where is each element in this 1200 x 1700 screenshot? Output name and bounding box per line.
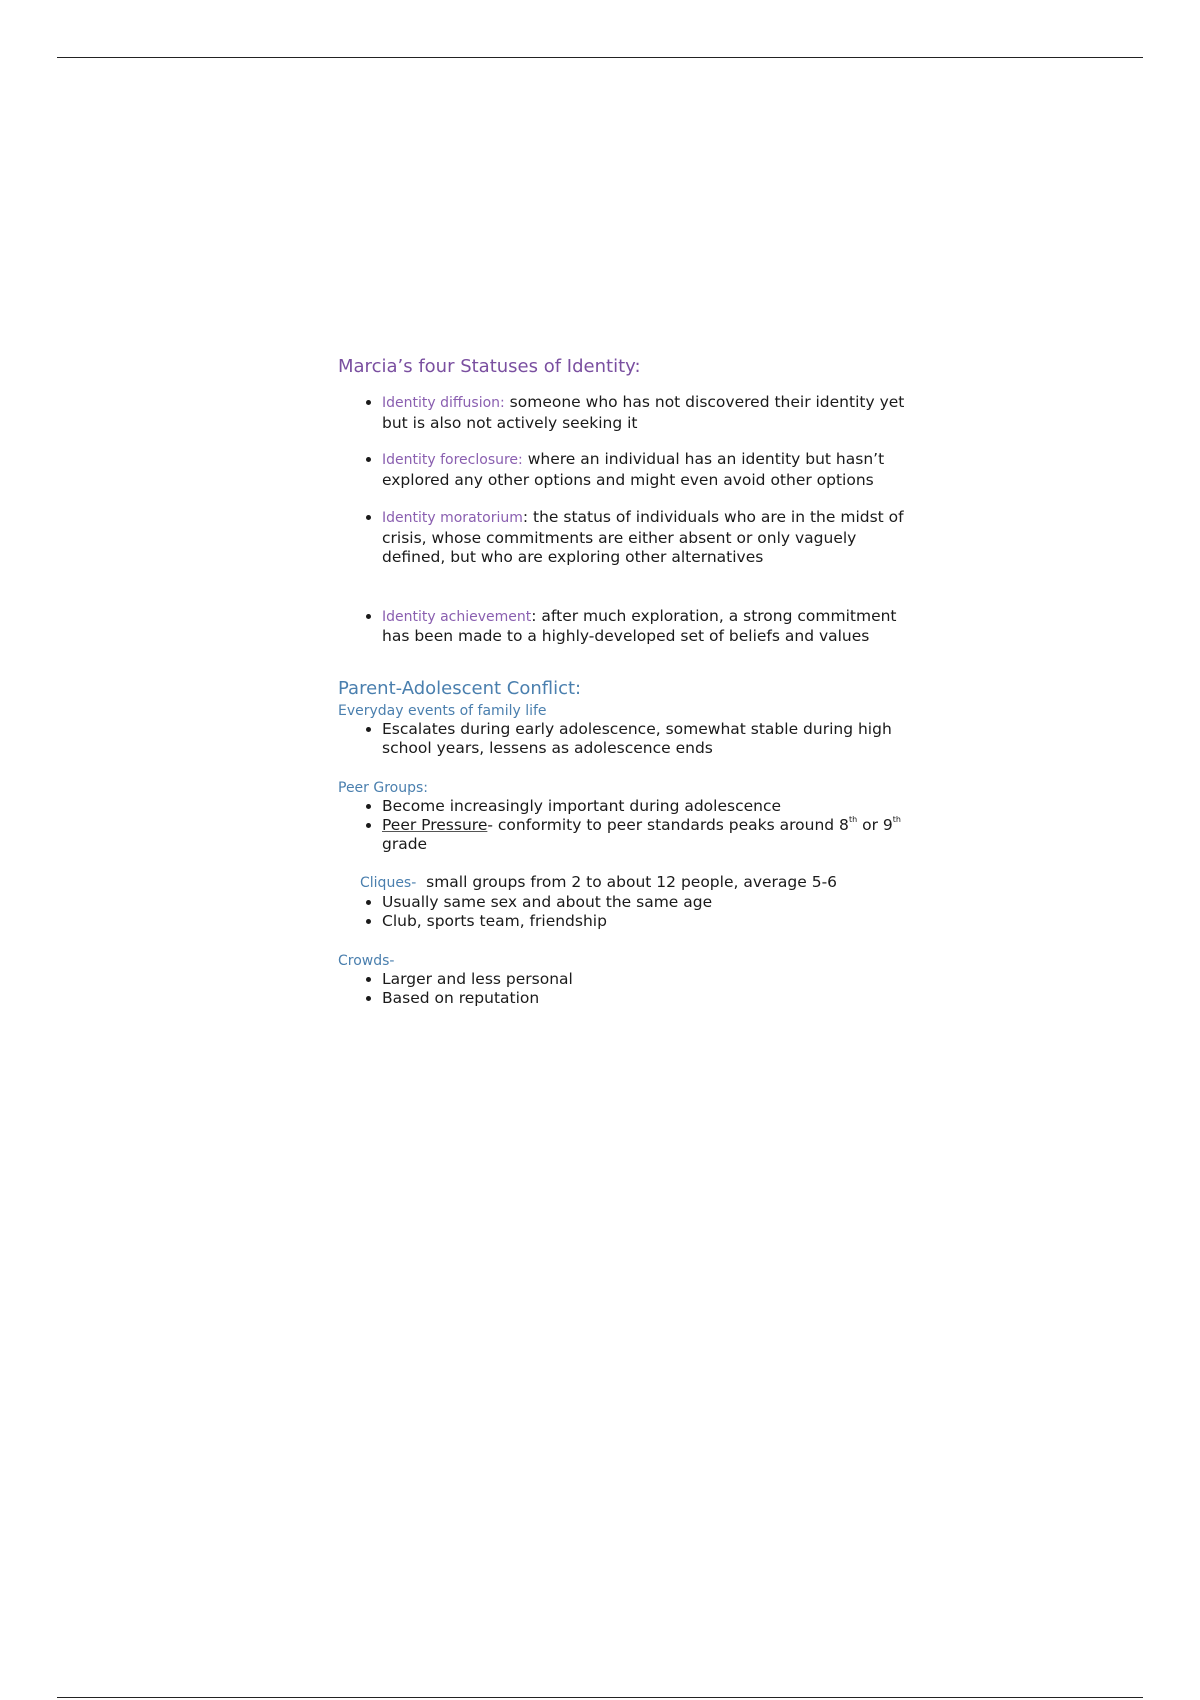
list-item [382, 607, 908, 647]
list-item: • Usually same sex and about the same age [382, 893, 908, 912]
conflict-heading: Parent-Adolescent Conflict: [338, 677, 582, 699]
identity-definition: someone who has not discovered their identity yet but is also not actively seeking it [382, 393, 905, 432]
identity-definition: where an individual has an identity but hasn’t explored any other options and might even avoid other options [382, 450, 885, 489]
identity-definition: : the status of individuals who are in the midst of crisis, whose commitments are either absent or only vaguely defined, but who are exploring other alternatives [382, 508, 904, 566]
list-item [382, 816, 908, 854]
superscript: th [892, 814, 901, 824]
identity-term: Identity achievement [382, 608, 532, 625]
list-item [382, 450, 908, 490]
cliques-line [338, 873, 908, 893]
peer-pressure-text: grade [382, 834, 428, 853]
list-item [382, 508, 908, 568]
document-body [338, 354, 908, 1008]
conflict-list [338, 720, 908, 758]
cliques-list [338, 893, 908, 931]
cliques-term: Cliques- [360, 874, 417, 891]
list-item: • Become increasingly important during adolescence [382, 797, 908, 816]
identity-status-list [338, 393, 908, 647]
cliques-definition: small groups from 2 to about 12 people, average 5-6 [416, 872, 838, 891]
conflict-subheading: Everyday events of family life [338, 702, 547, 719]
list-item: • Escalates during early adolescence, somewhat stable during high school years, lessens as adolescence ends [382, 720, 908, 758]
top-rule [57, 57, 1143, 58]
identity-term: Identity moratorium [382, 510, 523, 526]
peer-groups-heading: Peer Groups: [338, 779, 429, 796]
list-item: • Based on reputation [382, 989, 908, 1008]
list-item: • Club, sports team, friendship [382, 912, 908, 931]
crowds-list [338, 970, 908, 1008]
superscript: th [848, 814, 858, 824]
identity-definition: : after much exploration, a strong commitment has been made to a highly-developed set of beliefs and values [382, 606, 897, 645]
list-item: • Larger and less personal [382, 970, 908, 989]
peer-pressure-text: or 9 [857, 815, 893, 834]
peer-groups-list [338, 797, 908, 854]
list-item [382, 393, 908, 433]
bottom-rule [57, 1697, 1143, 1698]
peer-pressure-text: - conformity to peer standards peaks around 8 [487, 815, 849, 834]
identity-heading: Marcia’s four Statuses of Identity: [338, 356, 641, 377]
identity-term: Identity diffusion: [382, 395, 505, 411]
identity-term: Identity foreclosure: [382, 452, 523, 468]
peer-pressure-term: Peer Pressure [382, 815, 488, 834]
crowds-heading: Crowds- [338, 952, 395, 969]
